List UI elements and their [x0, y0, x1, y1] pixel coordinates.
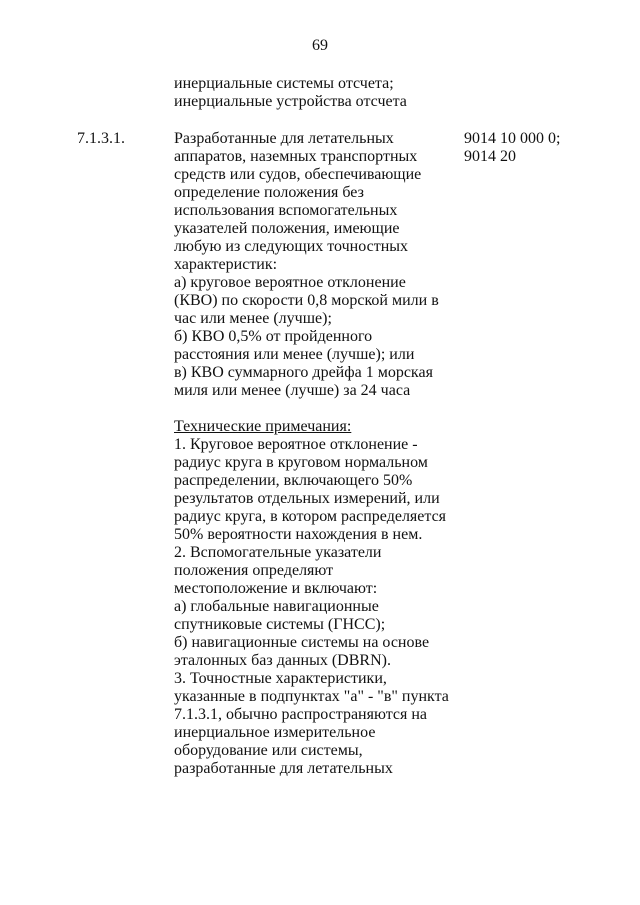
technical-note-line: радиус круга, в котором распределяется	[174, 508, 447, 525]
technical-note-line: 7.1.3.1, обычно распространяются на	[174, 706, 428, 723]
description-line: (КВО) по скорости 0,8 морской мили в	[174, 292, 439, 309]
description-line: определение положения без	[174, 184, 364, 201]
technical-note-line: указанные в подпунктах "а" - "в" пункта	[174, 688, 449, 705]
description-line: б) КВО 0,5% от пройденного	[174, 328, 373, 345]
technical-note-line: результатов отдельных измерений, или	[174, 490, 440, 507]
technical-note-line: эталонных баз данных (DBRN).	[174, 652, 391, 669]
paragraph-gap	[174, 400, 454, 418]
description-line: любую из следующих точностных	[174, 238, 409, 255]
description-line: использования вспомогательных	[174, 202, 398, 219]
technical-note-line: разработанные для летательных	[174, 760, 393, 777]
description-line: расстояния или менее (лучше); или	[174, 346, 415, 363]
description-line: в) КВО суммарного дрейфа 1 морская	[174, 364, 433, 381]
technical-note-line: инерциальное измерительное	[174, 724, 376, 741]
description-line: час или менее (лучше);	[174, 310, 332, 327]
description-line: средств или судов, обеспечивающие	[174, 166, 422, 183]
description-line: указателей положения, имеющие	[174, 220, 400, 237]
technical-note-line: оборудование или системы,	[174, 742, 363, 759]
technical-note-line: распределении, включающего 50%	[174, 472, 413, 489]
technical-note-line: радиус круга в круговом нормальном	[174, 454, 428, 471]
technical-note-line: положения определяют	[174, 562, 334, 579]
item-description	[174, 130, 454, 778]
technical-notes-heading: Технические примечания:	[174, 418, 352, 435]
item-number: 7.1.3.1.	[77, 130, 125, 147]
description-line: миля или менее (лучше) за 24 часа	[174, 382, 411, 399]
description-line: аппаратов, наземных транспортных	[174, 148, 418, 165]
commodity-code: 9014 20	[464, 148, 516, 165]
technical-note-line: 3. Точностные характеристики,	[174, 670, 387, 687]
technical-note-line: местоположение и включают:	[174, 580, 378, 597]
intro-line: инерциальные системы отсчета;	[174, 75, 394, 92]
intro-line: инерциальные устройства отсчета	[174, 93, 407, 110]
technical-note-line: 2. Вспомогательные указатели	[174, 544, 382, 561]
technical-note-line: а) глобальные навигационные	[174, 598, 379, 615]
description-line: Разработанные для летательных	[174, 130, 394, 147]
commodity-code: 9014 10 000 0;	[464, 130, 561, 147]
page-number: 69	[312, 37, 328, 54]
technical-note-line: б) навигационные системы на основе	[174, 634, 430, 651]
intro-block	[174, 75, 474, 111]
technical-note-line: 50% вероятности нахождения в нем.	[174, 526, 423, 543]
commodity-codes	[464, 130, 604, 166]
technical-note-line: 1. Круговое вероятное отклонение -	[174, 436, 418, 453]
description-line: характеристик:	[174, 256, 278, 273]
description-line: а) круговое вероятное отклонение	[174, 274, 406, 291]
technical-note-line: спутниковые системы (ГНСС);	[174, 616, 386, 633]
